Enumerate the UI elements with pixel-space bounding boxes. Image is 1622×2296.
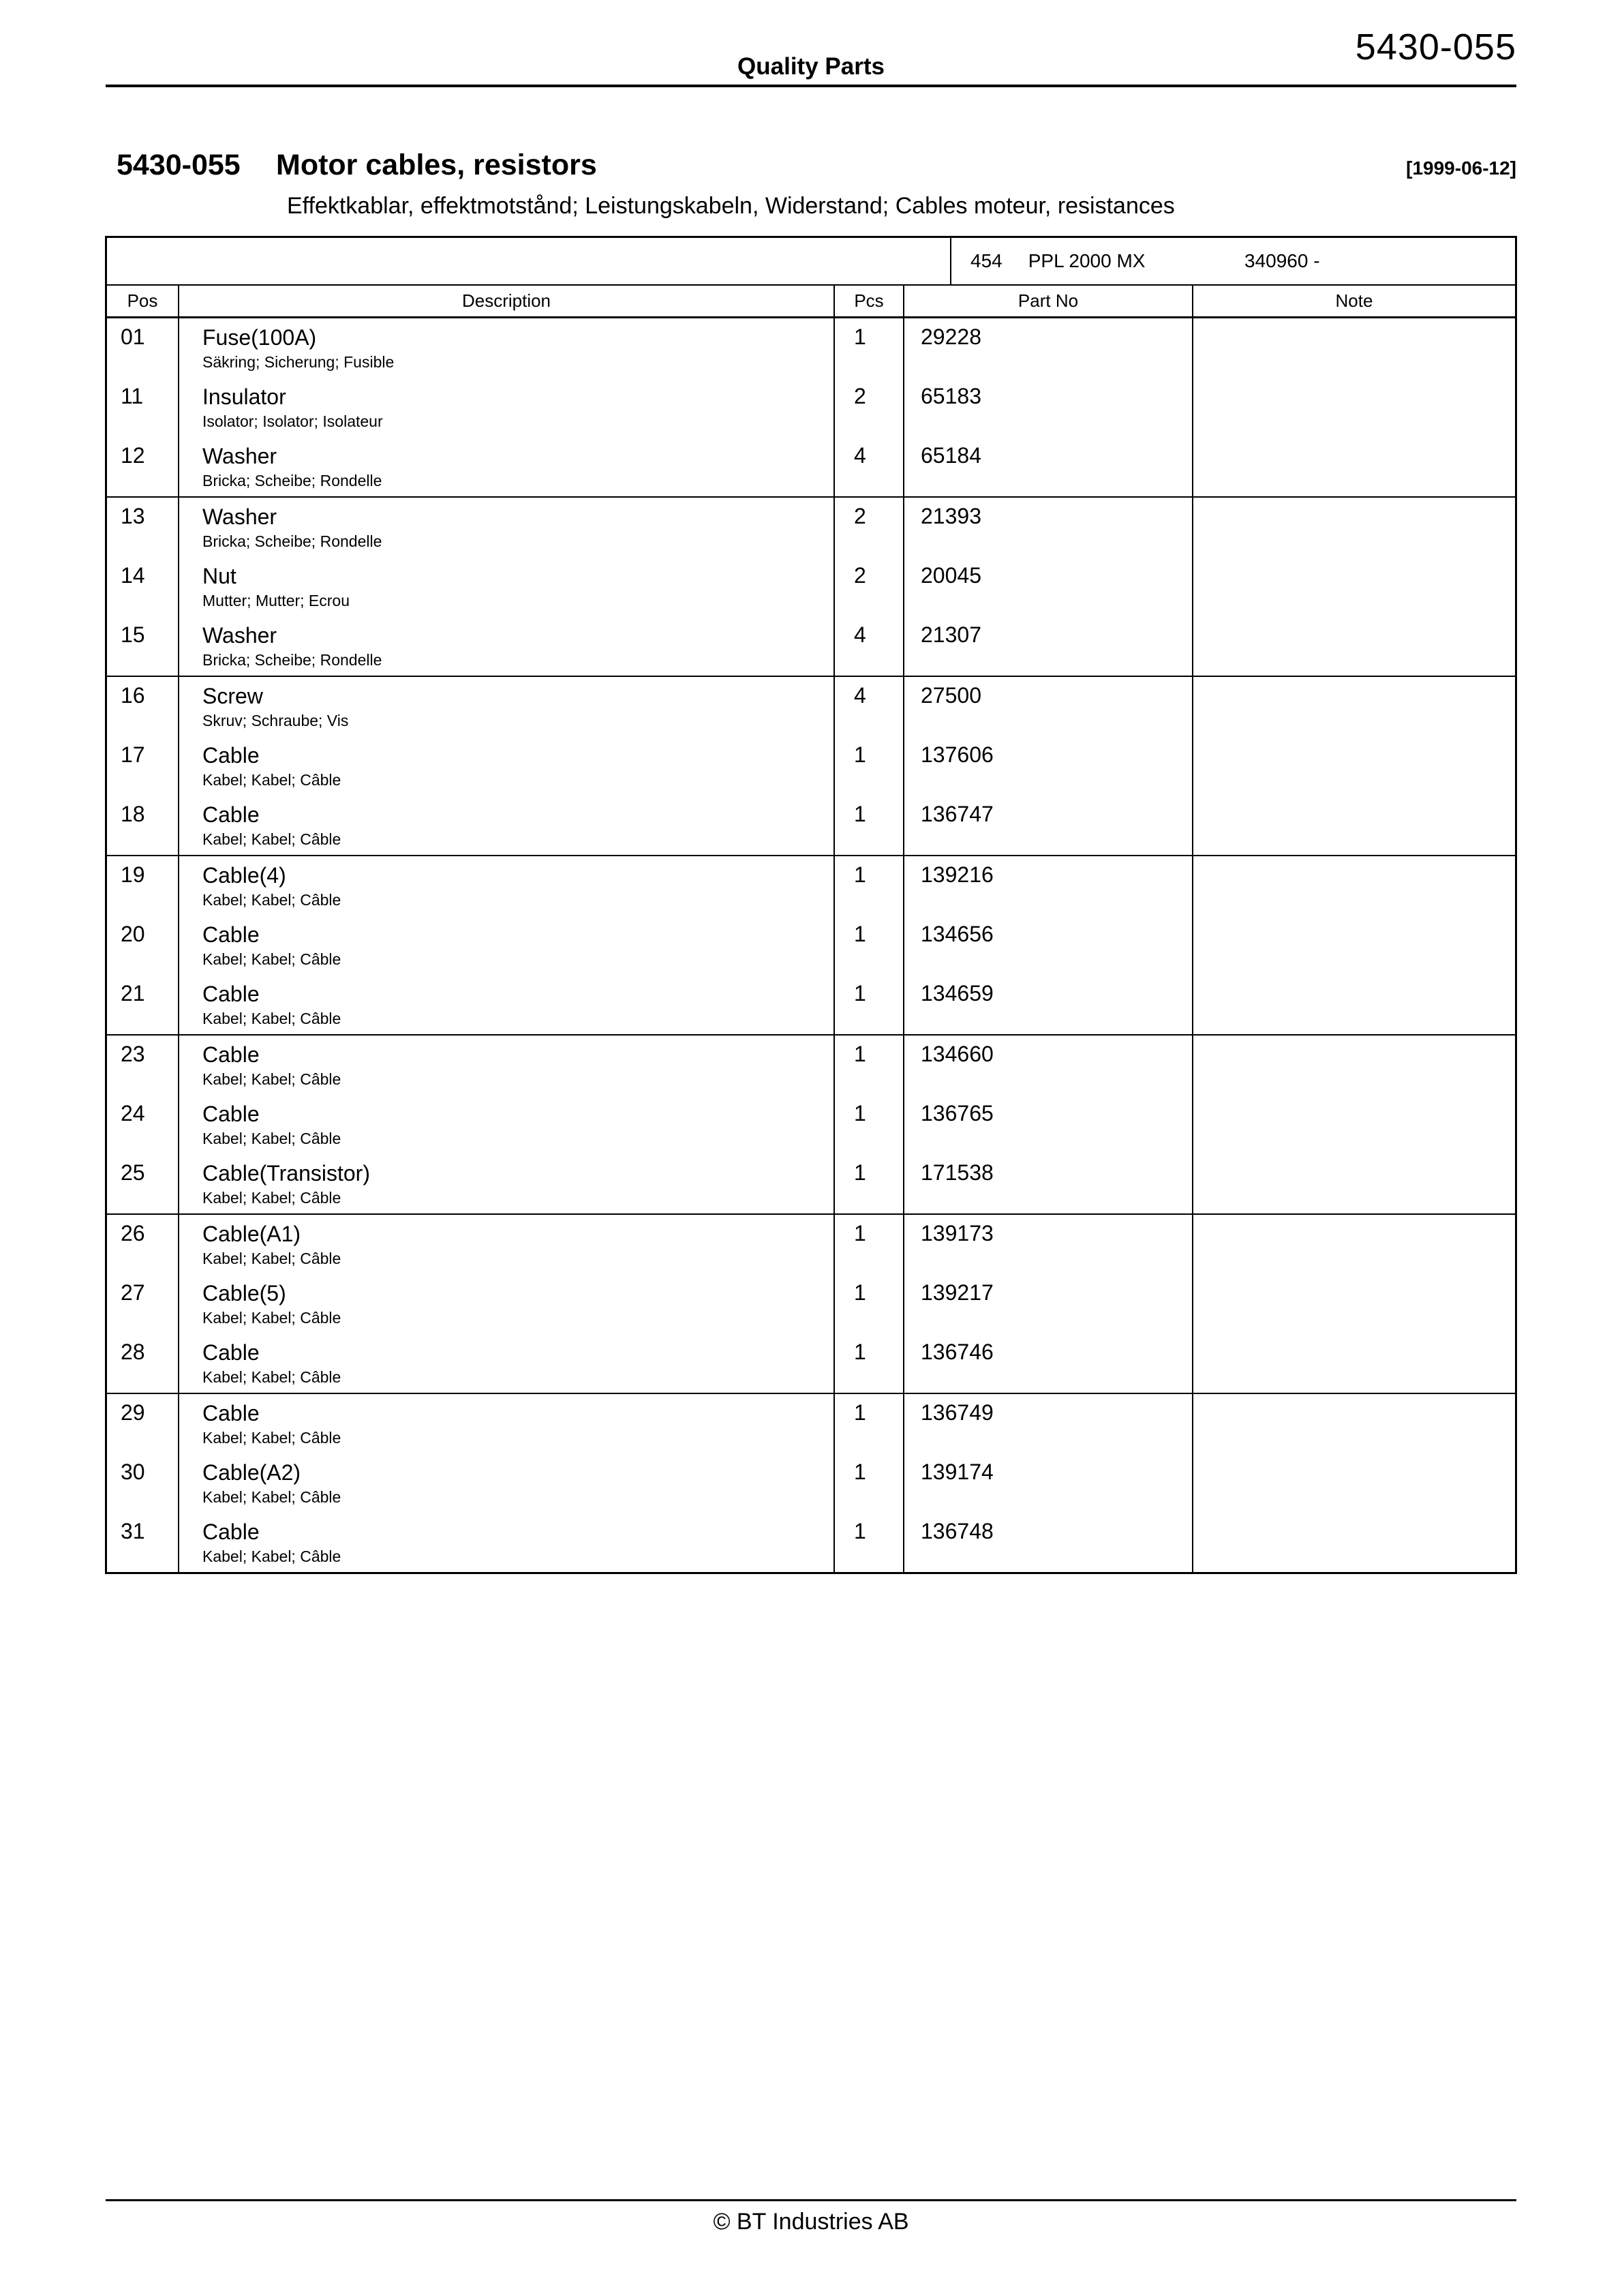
description-translations: Kabel; Kabel; Câble [202, 1130, 341, 1147]
cell-pos: 27 [121, 1280, 145, 1305]
description-translations: Kabel; Kabel; Câble [202, 1189, 341, 1207]
table-row [107, 1453, 1515, 1513]
description-main: Cable [202, 1520, 260, 1544]
cell-note [1192, 318, 1515, 378]
cell-pcs: 1 [833, 736, 903, 796]
table-row [107, 1036, 1515, 1095]
cell-description [178, 498, 833, 557]
column-header-part-no: Part No [903, 286, 1192, 316]
cell-description [178, 736, 833, 796]
cell-pcs: 1 [833, 1036, 903, 1095]
cell-pcs: 1 [833, 856, 903, 916]
model-band-info-cell [950, 238, 1515, 284]
cell-pcs: 1 [833, 916, 903, 975]
cell-note [1192, 437, 1515, 496]
cell-pcs: 4 [833, 616, 903, 676]
cell-pos: 16 [121, 683, 145, 708]
description-translations: Bricka; Scheibe; Rondelle [202, 532, 382, 550]
cell-pcs: 1 [833, 975, 903, 1034]
description-main: Cable [202, 982, 260, 1006]
cell-note [1192, 1215, 1515, 1274]
cell-pos: 26 [121, 1221, 145, 1245]
description-main: Washer [202, 623, 277, 648]
cell-part-no: 134656 [903, 916, 1192, 975]
document-code-top: 5430-055 [1355, 27, 1516, 67]
description-main: Fuse(100A) [202, 325, 317, 350]
description-translations: Kabel; Kabel; Câble [202, 771, 341, 789]
cell-description [178, 1095, 833, 1154]
description-translations: Kabel; Kabel; Câble [202, 950, 341, 968]
cell-pos: 12 [121, 443, 145, 468]
cell-part-no: 27500 [903, 677, 1192, 736]
cell-description [178, 856, 833, 916]
cell-part-no: 139173 [903, 1215, 1192, 1274]
cell-part-no: 139174 [903, 1453, 1192, 1513]
cell-description [178, 616, 833, 676]
table-row [107, 616, 1515, 676]
description-translations: Kabel; Kabel; Câble [202, 1547, 341, 1565]
cell-note [1192, 1154, 1515, 1213]
cell-pos: 11 [121, 384, 144, 408]
description-main: Cable(5) [202, 1281, 286, 1305]
description-translations: Kabel; Kabel; Câble [202, 1250, 341, 1267]
description-translations: Kabel; Kabel; Câble [202, 1070, 341, 1088]
cell-pos: 20 [121, 922, 145, 946]
table-row [107, 736, 1515, 796]
cell-part-no: 65184 [903, 437, 1192, 496]
description-translations: Kabel; Kabel; Câble [202, 1368, 341, 1386]
cell-pos: 01 [121, 324, 145, 349]
section-code: 5430-055 [117, 149, 241, 181]
cell-pos: 14 [121, 563, 145, 588]
cell-description [178, 1154, 833, 1213]
table-row [107, 1513, 1515, 1572]
cell-part-no: 139216 [903, 856, 1192, 916]
description-main: Nut [202, 564, 236, 588]
cell-part-no: 21307 [903, 616, 1192, 676]
table-row [107, 796, 1515, 855]
description-translations: Isolator; Isolator; Isolateur [202, 412, 383, 430]
cell-part-no: 136765 [903, 1095, 1192, 1154]
description-translations: Bricka; Scheibe; Rondelle [202, 472, 382, 489]
cell-pos: 19 [121, 862, 145, 887]
table-row [107, 1333, 1515, 1393]
cell-note [1192, 975, 1515, 1034]
row-group [107, 1036, 1515, 1215]
column-header-note: Note [1192, 286, 1515, 316]
cell-pcs: 1 [833, 1513, 903, 1572]
cell-pcs: 4 [833, 677, 903, 736]
description-main: Washer [202, 504, 277, 529]
description-translations: Mutter; Mutter; Ecrou [202, 592, 350, 609]
description-main: Cable(A1) [202, 1222, 301, 1246]
cell-note [1192, 557, 1515, 616]
table-row [107, 1095, 1515, 1154]
cell-note [1192, 677, 1515, 736]
cell-note [1192, 736, 1515, 796]
cell-description [178, 1394, 833, 1453]
table-row [107, 437, 1515, 496]
cell-note [1192, 1274, 1515, 1333]
serial-range: 340960 - [1244, 250, 1320, 271]
column-header-pcs: Pcs [833, 286, 903, 316]
cell-description [178, 1513, 833, 1572]
cell-pos: 23 [121, 1042, 145, 1066]
cell-pcs: 1 [833, 1274, 903, 1333]
description-main: Cable(Transistor) [202, 1161, 370, 1185]
cell-note [1192, 1095, 1515, 1154]
row-group [107, 498, 1515, 677]
description-translations: Kabel; Kabel; Câble [202, 1429, 341, 1447]
cell-part-no: 136746 [903, 1333, 1192, 1393]
cell-note [1192, 616, 1515, 676]
table-row [107, 975, 1515, 1034]
table-row [107, 1215, 1515, 1274]
cell-pcs: 1 [833, 1394, 903, 1453]
cell-pos: 30 [121, 1460, 145, 1484]
model-name: PPL 2000 MX [1028, 250, 1146, 271]
cell-pos: 25 [121, 1160, 145, 1185]
cell-description [178, 318, 833, 378]
cell-description [178, 1215, 833, 1274]
cell-description [178, 378, 833, 437]
cell-pcs: 1 [833, 1095, 903, 1154]
footer-copyright: © BT Industries AB [713, 2209, 909, 2235]
model-band-empty-cell [107, 238, 950, 284]
cell-pos: 15 [121, 622, 145, 647]
description-main: Cable [202, 1401, 260, 1425]
cell-pcs: 2 [833, 378, 903, 437]
cell-part-no: 29228 [903, 318, 1192, 378]
row-group [107, 318, 1515, 498]
description-main: Cable [202, 743, 260, 768]
description-main: Cable [202, 1340, 260, 1365]
cell-description [178, 677, 833, 736]
cell-pos: 13 [121, 504, 145, 528]
description-translations: Säkring; Sicherung; Fusible [202, 353, 395, 371]
description-main: Cable [202, 1042, 260, 1067]
cell-pos: 17 [121, 742, 145, 767]
cell-pcs: 4 [833, 437, 903, 496]
table-column-header [107, 286, 1515, 318]
cell-pcs: 1 [833, 318, 903, 378]
cell-note [1192, 1453, 1515, 1513]
table-row [107, 856, 1515, 916]
description-translations: Kabel; Kabel; Câble [202, 1488, 341, 1506]
description-translations: Kabel; Kabel; Câble [202, 1309, 341, 1327]
table-row [107, 1154, 1515, 1213]
cell-pcs: 2 [833, 498, 903, 557]
table-row [107, 557, 1515, 616]
cell-pcs: 1 [833, 796, 903, 855]
page-title: Motor cables, resistors [276, 149, 597, 181]
cell-part-no: 136747 [903, 796, 1192, 855]
title-row [106, 149, 1516, 182]
description-main: Cable [202, 922, 260, 947]
row-group [107, 1394, 1515, 1572]
description-translations: Skruv; Schraube; Vis [202, 712, 349, 729]
parts-table [105, 236, 1517, 1574]
cell-part-no: 65183 [903, 378, 1192, 437]
cell-part-no: 137606 [903, 736, 1192, 796]
cell-note [1192, 856, 1515, 916]
cell-pcs: 1 [833, 1333, 903, 1393]
cell-part-no: 134659 [903, 975, 1192, 1034]
cell-pos: 29 [121, 1400, 145, 1425]
table-body [107, 318, 1515, 1572]
cell-part-no: 134660 [903, 1036, 1192, 1095]
cell-pos: 18 [121, 802, 145, 826]
cell-description [178, 975, 833, 1034]
cell-part-no: 20045 [903, 557, 1192, 616]
cell-part-no: 136749 [903, 1394, 1192, 1453]
cell-note [1192, 378, 1515, 437]
table-row [107, 378, 1515, 437]
description-translations: Kabel; Kabel; Câble [202, 830, 341, 848]
description-translations: Bricka; Scheibe; Rondelle [202, 651, 382, 669]
cell-pos: 21 [121, 981, 145, 1006]
cell-note [1192, 796, 1515, 855]
table-row [107, 916, 1515, 975]
cell-description [178, 796, 833, 855]
header-rule [106, 85, 1516, 87]
cell-description [178, 916, 833, 975]
row-group [107, 856, 1515, 1036]
page-subtitle: Effektkablar, effektmotstånd; Leistungskabeln, Widerstand; Cables moteur, resistances [287, 193, 1175, 219]
description-translations: Kabel; Kabel; Câble [202, 891, 341, 909]
cell-part-no: 136748 [903, 1513, 1192, 1572]
model-band [107, 238, 1515, 286]
row-group [107, 1215, 1515, 1394]
brand-title: Quality Parts [737, 53, 885, 80]
table-row [107, 1394, 1515, 1453]
cell-description [178, 437, 833, 496]
cell-description [178, 557, 833, 616]
table-row [107, 498, 1515, 557]
cell-pos: 31 [121, 1519, 145, 1543]
table-row [107, 1274, 1515, 1333]
cell-description [178, 1274, 833, 1333]
cell-pcs: 1 [833, 1453, 903, 1513]
column-header-description: Description [178, 286, 833, 316]
cell-note [1192, 1333, 1515, 1393]
cell-note [1192, 1036, 1515, 1095]
description-main: Screw [202, 684, 263, 708]
cell-part-no: 171538 [903, 1154, 1192, 1213]
cell-pcs: 2 [833, 557, 903, 616]
cell-description [178, 1333, 833, 1393]
description-main: Cable [202, 802, 260, 827]
cell-pcs: 1 [833, 1154, 903, 1213]
cell-note [1192, 916, 1515, 975]
cell-description [178, 1036, 833, 1095]
description-main: Insulator [202, 384, 286, 409]
column-header-pos: Pos [127, 290, 158, 311]
table-row [107, 677, 1515, 736]
model-code: 454 [970, 250, 1003, 271]
cell-note [1192, 1394, 1515, 1453]
description-main: Cable [202, 1102, 260, 1126]
description-main: Washer [202, 444, 277, 468]
cell-note [1192, 1513, 1515, 1572]
table-row [107, 318, 1515, 378]
cell-pcs: 1 [833, 1215, 903, 1274]
description-translations: Kabel; Kabel; Câble [202, 1010, 341, 1027]
cell-description [178, 1453, 833, 1513]
row-group [107, 677, 1515, 856]
cell-pos: 28 [121, 1340, 145, 1364]
description-main: Cable(A2) [202, 1460, 301, 1485]
cell-note [1192, 498, 1515, 557]
footer-rule [106, 2199, 1516, 2201]
revision-date: [1999-06-12] [1406, 157, 1516, 179]
cell-part-no: 21393 [903, 498, 1192, 557]
description-main: Cable(4) [202, 863, 286, 888]
cell-pos: 24 [121, 1101, 145, 1126]
cell-part-no: 139217 [903, 1274, 1192, 1333]
